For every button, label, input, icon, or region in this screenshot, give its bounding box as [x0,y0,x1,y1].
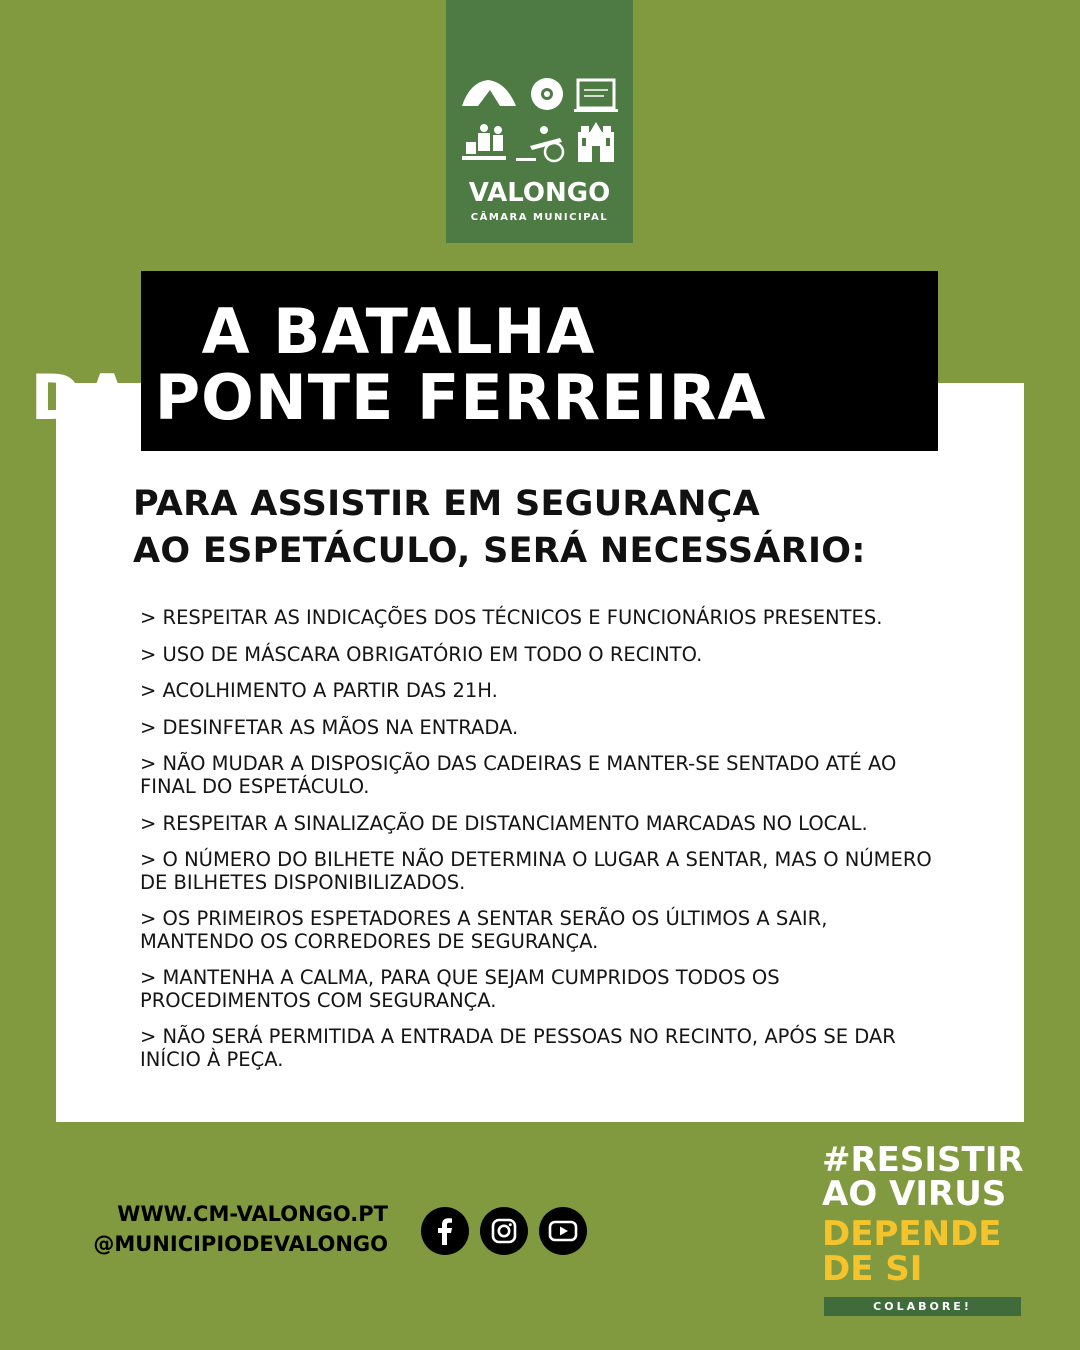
page-title-line-2: DA PONTE FERREIRA [30,361,767,434]
subheading-line-1: PARA ASSISTIR EM SEGURANÇA [133,484,761,524]
campaign-line-1: #RESISTIR [822,1140,1024,1180]
logo-icons [460,72,620,172]
rule-item: > DESINFETAR AS MÃOS NA ENTRADA. [140,716,519,739]
mountain-icon [462,80,516,106]
colabore-badge: COLABORE! [824,1297,1021,1316]
campaign-line-4: DE SI [822,1249,923,1289]
facebook-button[interactable] [421,1207,469,1255]
church-icon [578,122,614,162]
youtube-button[interactable] [539,1207,587,1255]
logo-subtitle: CÂMARA MUNICIPAL [470,212,609,223]
slate-board-icon [574,80,618,112]
flower-icon [531,78,563,110]
rule-item: > RESPEITAR A SINALIZAÇÃO DE DISTANCIAMENTO MARCADAS NO LOCAL. [140,812,868,835]
campaign-line-2: AO VIRUS [822,1174,1007,1214]
rule-item: > OS PRIMEIROS ESPETADORES A SENTAR SERÃO OS ÚLTIMOS A SAIR, MANTENDO OS CORREDORES DE SEGURANÇA. [140,907,828,953]
campaign-line-3: DEPENDE [822,1214,1002,1254]
facebook-icon [421,1207,469,1255]
subheading-line-2: AO ESPETÁCULO, SERÁ NECESSÁRIO: [133,531,866,571]
page-title-line-1: A BATALHA [201,295,596,368]
rule-item: > RESPEITAR AS INDICAÇÕES DOS TÉCNICOS E FUNCIONÁRIOS PRESENTES. [140,606,883,629]
folk-figures-icon [462,124,506,160]
rule-item: > NÃO SERÁ PERMITIDA A ENTRADA DE PESSOAS NO RECINTO, APÓS SE DAR INÍCIO À PEÇA. [140,1025,896,1071]
logo-name: VALONGO [468,178,611,208]
cart-icon [516,126,563,161]
rule-item: > ACOLHIMENTO A PARTIR DAS 21H. [140,679,498,702]
rule-item: > O NÚMERO DO BILHETE NÃO DETERMINA O LUGAR A SENTAR, MAS O NÚMERO DE BILHETES DISPONIBILIZADOS. [140,848,932,894]
rule-item: > USO DE MÁSCARA OBRIGATÓRIO EM TODO O RECINTO. [140,643,703,666]
website-link[interactable]: WWW.CM-VALONGO.PT [117,1202,388,1226]
instagram-button[interactable] [480,1207,528,1255]
youtube-icon [539,1207,587,1255]
logo-panel [446,0,633,243]
instagram-icon [480,1207,528,1255]
rule-item: > MANTENHA A CALMA, PARA QUE SEJAM CUMPRIDOS TODOS OS PROCEDIMENTOS COM SEGURANÇA. [140,966,780,1012]
social-handle: @MUNICIPIODEVALONGO [93,1232,388,1256]
rule-item: > NÃO MUDAR A DISPOSIÇÃO DAS CADEIRAS E MANTER-SE SENTADO ATÉ AO FINAL DO ESPETÁCULO. [140,752,897,798]
